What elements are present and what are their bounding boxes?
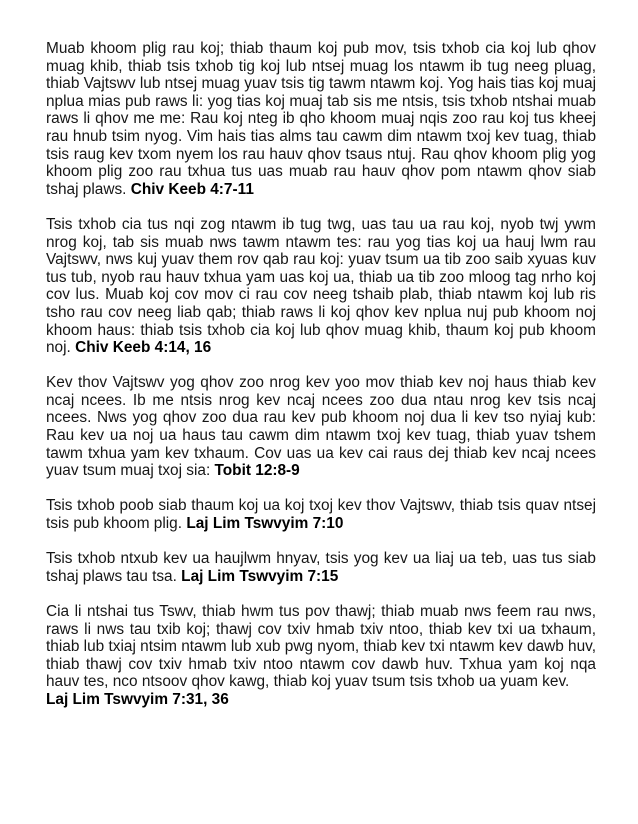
- scripture-reference: Tobit 12:8-9: [214, 462, 300, 480]
- scripture-reference: Chiv Keeb 4:14, 16: [75, 339, 212, 357]
- document-page: [46, 40, 596, 709]
- paragraph-5: [46, 550, 596, 585]
- paragraph-3: [46, 374, 596, 480]
- paragraph-text: Tsis txhob cia tus nqi zog ntawm ib tug twg, uas tau ua rau koj, nyob twj ywm nrog koj, tab sis muab nws tawm ntawm tes: rau yog tias koj ua hauj lwm rau Vajtswv, nws kuj yuav them rov qab rau koj: yuav tsum ua tib zoo saib xyuas kuv tus tub, nyob rau hauv txhua yam uas koj ua, thiab ua tib zoo mloog tag nrho koj cov lus. Muab koj cov mov ci rau cov neeg tshaib plab, thiab ntawm koj lub ris tsho rau cov neeg liab qab; thiab raws li koj qhov kev nplua nuj pub khoom noj khoom haus: thiab tsis txhob cia koj lub qhov muag khib, thaum koj pub khoom noj.: [46, 215, 596, 357]
- paragraph-text: Cia li ntshai tus Tswv, thiab hwm tus pov thawj; thiab muab nws feem rau nws, raws li nws tau txib koj; thawj cov txiv hmab txiv ntoo, thiab kev txi ua txhaum, thiab lub txiaj ntsim ntawm lub xub pwg nyom, thiab kev txi ntawm kev dawb huv, thiab thawj cov txiv hmab txiv ntoo ntawm cov dawb huv. Txhua yam koj nqa hauv tes, nco ntsoov qhov kawg, thiab koj yuav tsum tsis txhob ua yuam kev.: [46, 603, 596, 691]
- scripture-reference: Chiv Keeb 4:7-11: [130, 180, 254, 198]
- paragraph-2: [46, 216, 596, 357]
- paragraph-text: Muab khoom plig rau koj; thiab thaum koj pub mov, tsis txhob cia koj lub qhov muag khib, thiab tsis txhob tig koj lub ntsej muag los ntawm ib tug neeg pluag, thiab Vajtswv lub ntsej muag yuav tsis tig tawm ntawm koj. Yog hais tias koj muaj nplua mias pub raws li: yog tias koj muaj tab sis me ntsis, tsis txhob ntshai muab raws li qhov me me: Rau koj nteg ib qho khoom muaj nqis zoo rau koj tus kheej rau hnub tsim nyog. Vim hais tias alms tau cawm dim ntawm txoj kev tuag, thiab tsis raug kev txom nyem los rau hauv qhov tsaus ntuj. Rau qhov khoom plig yog khoom plig zoo rau txhua tus uas muab rau hauv qhov pom ntawm qhov siab tshaj plaws.: [46, 40, 596, 198]
- paragraph-4: [46, 497, 596, 532]
- scripture-reference: Laj Lim Tswvyim 7:15: [181, 567, 339, 585]
- paragraph-1: [46, 40, 596, 198]
- paragraph-text: Tsis txhob poob siab thaum koj ua koj txoj kev thov Vajtswv, thiab tsis quav ntsej tsis pub khoom plig.: [46, 497, 596, 533]
- paragraph-text: Tsis txhob ntxub kev ua haujlwm hnyav, tsis yog kev ua liaj ua teb, uas tus siab tshaj plaws tau tsa.: [46, 550, 596, 585]
- scripture-reference: Laj Lim Tswvyim 7:31, 36: [46, 690, 229, 708]
- paragraph-6: [46, 603, 596, 709]
- scripture-reference: Laj Lim Tswvyim 7:10: [186, 515, 344, 533]
- paragraph-text: Kev thov Vajtswv yog qhov zoo nrog kev yoo mov thiab kev noj haus thiab kev ncaj ncees. Ib me ntsis nrog kev ncaj ncees zoo dua ntau nrog kev tsis ncaj ncees. Nws yog qhov zoo dua rau kev pub khoom noj dua li kev tso nyiaj kub: Rau kev ua noj ua haus tau cawm dim ntawm txoj kev tuag, thiab yuav tshem tawm txhua yam kev txhaum. Cov uas ua kev cai raus dej thiab kev ncaj ncees yuav tsum muaj txoj sia:: [46, 374, 596, 480]
